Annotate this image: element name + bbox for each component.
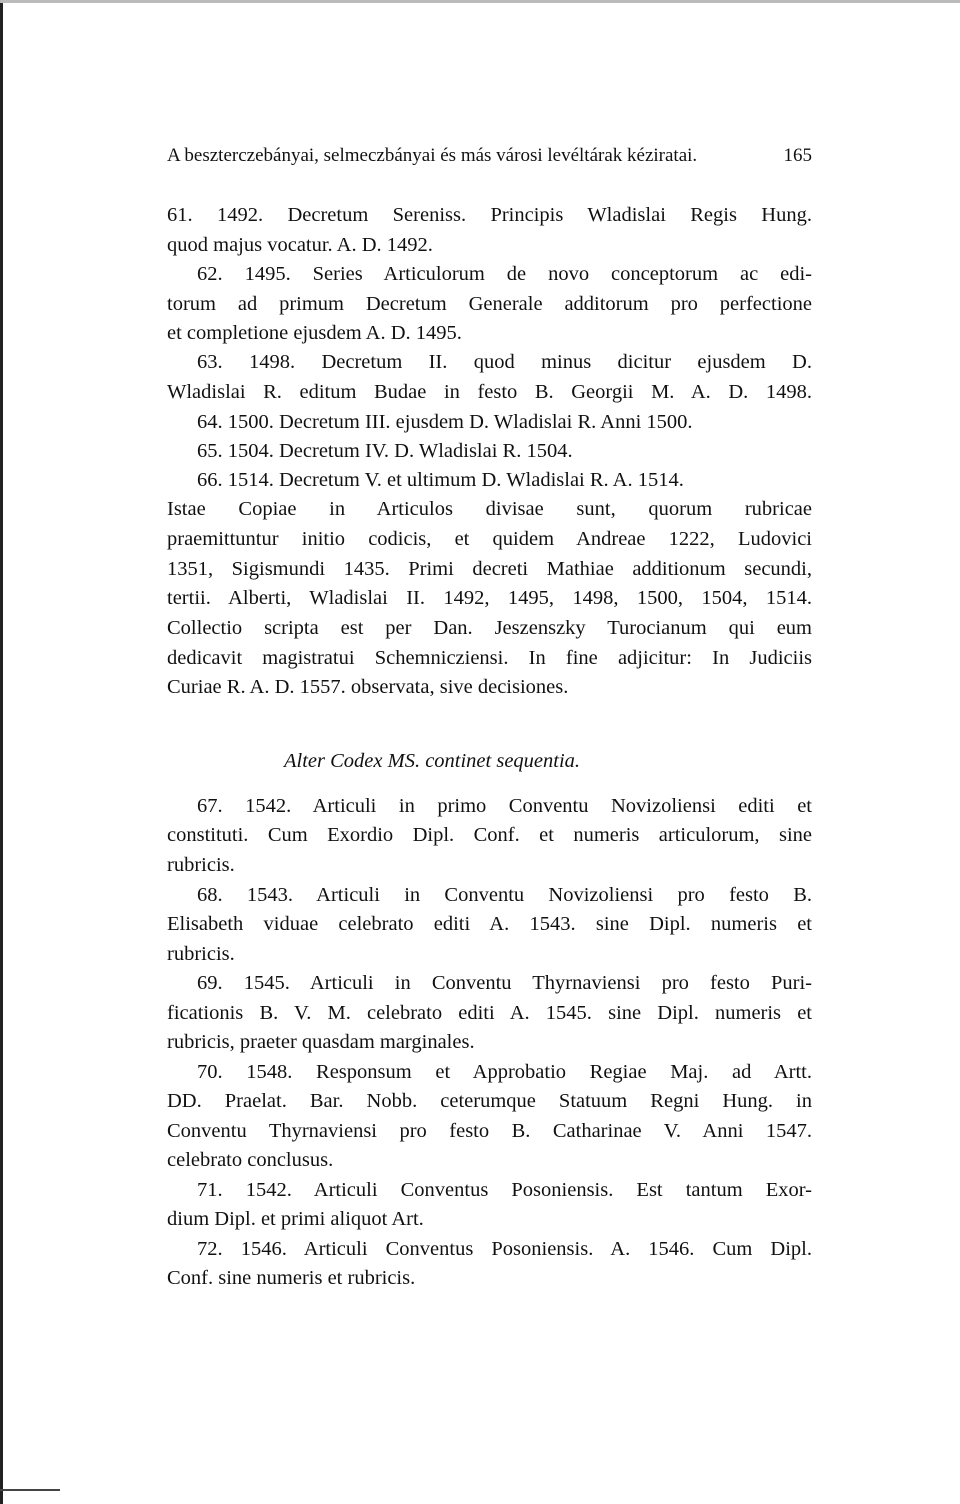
entry-68-line-2: Elisabeth viduae celebrato editi A. 1543. sine Dipl. numeris et xyxy=(167,913,812,935)
entry-70-line-2: DD. Praelat. Bar. Nobb. ceterumque Statuum Regni Hung. in xyxy=(167,1090,812,1112)
entry-62-line-3: et completione ejusdem A. D. 1495. xyxy=(167,322,462,344)
note-line-5: Collectio scripta est per Dan. Jeszenszky Turocianum qui eum xyxy=(167,617,812,639)
entry-72-line-2: Conf. sine numeris et rubricis. xyxy=(167,1267,416,1289)
note-line-6: dedicavit magistratui Schemnicziensi. In fine adjicitur: In Judiciis xyxy=(167,647,812,669)
entry-67-line-2: constituti. Cum Exordio Dipl. Conf. et numeris articulorum, sine xyxy=(167,824,812,846)
entry-65: 65. 1504. Decretum IV. D. Wladislai R. 1504. xyxy=(197,440,573,462)
entry-69-line-2: ficationis B. V. M. celebrato editi A. 1545. sine Dipl. numeris et xyxy=(167,1002,812,1024)
entry-62-line-1: 62. 1495. Series Articulorum de novo conceptorum ac edi- xyxy=(197,263,812,285)
bottom-rule xyxy=(0,1489,60,1491)
entry-64: 64. 1500. Decretum III. ejusdem D. Wladislai R. Anni 1500. xyxy=(197,411,693,433)
entry-63-line-1: 63. 1498. Decretum II. quod minus dicitur ejusdem D. xyxy=(197,351,812,373)
entry-70-line-3: Conventu Thyrnaviensi pro festo B. Catharinae V. Anni 1547. xyxy=(167,1120,812,1142)
page-edge-left xyxy=(0,0,3,1504)
entry-67-line-1: 67. 1542. Articuli in primo Conventu Novizoliensi editi et xyxy=(197,795,812,817)
entry-61-line-2: quod majus vocatur. A. D. 1492. xyxy=(167,234,433,256)
entry-69-line-1: 69. 1545. Articuli in Conventu Thyrnaviensi pro festo Puri- xyxy=(197,972,812,994)
page-edge-top xyxy=(0,0,960,3)
entry-69-line-3: rubricis, praeter quasdam marginales. xyxy=(167,1031,475,1053)
entry-68-line-1: 68. 1543. Articuli in Conventu Novizoliensi pro festo B. xyxy=(197,884,812,906)
running-header xyxy=(167,142,812,170)
header-title: A beszterczebányai, selmeczbányai és más városi levéltárak kéziratai. xyxy=(167,145,698,166)
entry-68-line-3: rubricis. xyxy=(167,943,235,965)
entry-71-line-2: dium Dipl. et primi aliquot Art. xyxy=(167,1208,424,1230)
entry-66: 66. 1514. Decretum V. et ultimum D. Wladislai R. A. 1514. xyxy=(197,469,684,491)
entry-72-line-1: 72. 1546. Articuli Conventus Posoniensis. A. 1546. Cum Dipl. xyxy=(197,1238,812,1260)
entry-70-line-4: celebrato conclusus. xyxy=(167,1149,334,1171)
note-line-7: Curiae R. A. D. 1557. observata, sive decisiones. xyxy=(167,676,569,698)
note-line-4: tertii. Alberti, Wladislai II. 1492, 1495, 1498, 1500, 1504, 1514. xyxy=(167,587,812,609)
page-number: 165 xyxy=(783,145,812,166)
entry-70-line-1: 70. 1548. Responsum et Approbatio Regiae Maj. ad Artt. xyxy=(197,1061,812,1083)
note-line-1: Istae Copiae in Articulos divisae sunt, quorum rubricae xyxy=(167,498,812,520)
entry-63-line-2: Wladislai R. editum Budae in festo B. Georgii M. A. D. 1498. xyxy=(167,381,812,403)
entry-61-line-1: 61. 1492. Decretum Sereniss. Principis Wladislai Regis Hung. xyxy=(167,204,812,226)
entry-67-line-3: rubricis. xyxy=(167,854,235,876)
entry-71-line-1: 71. 1542. Articuli Conventus Posoniensis. Est tantum Exor- xyxy=(197,1179,812,1201)
section-heading: Alter Codex MS. continet sequentia. xyxy=(284,750,581,772)
entry-62-line-2: torum ad primum Decretum Generale additorum pro perfectione xyxy=(167,293,812,315)
note-line-2: praemittuntur initio codicis, et quidem Andreae 1222, Ludovici xyxy=(167,528,812,550)
note-line-3: 1351, Sigismundi 1435. Primi decreti Mathiae additionum secundi, xyxy=(167,558,812,580)
